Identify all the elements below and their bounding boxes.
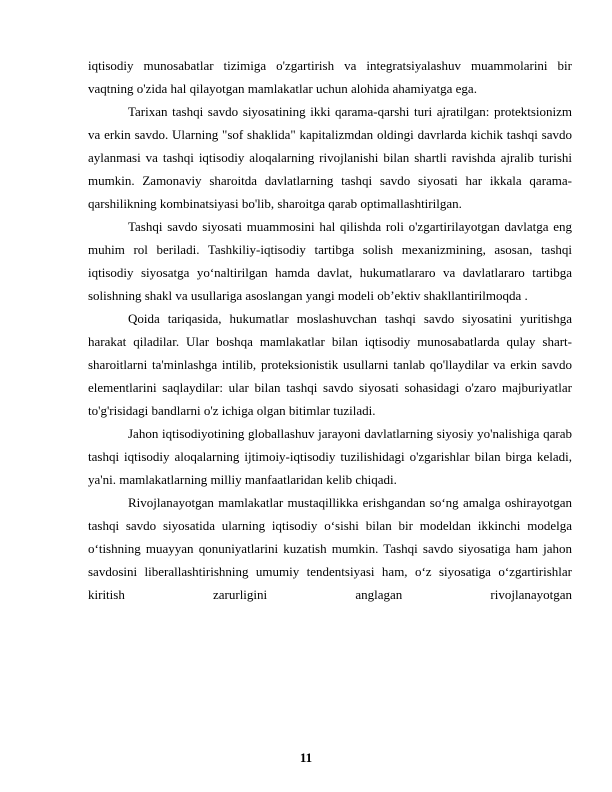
paragraph-continuation: iqtisodiy munosabatlar tizimiga o'zgartirish va integratsiyalashuv muammolarini bir vaqtning o'zida hal qilayotgan mamlakatlar uchun alohida ahamiyatga ega. [88,58,572,96]
paragraph-state-role: Tashqi savdo siyosati muammosini hal qilishda roli o'zgartirilayotgan davlatga eng muhim rol beriladi. Tashkiliy-iqtisodiy tartibga solish mexanizmining, asosan, tashqi iqtisodiy siyosatga yo‘naltirilgan hamda davlat, hukumatlararo va davlatlararo tartibga solishning shakl va usullariga asoslangan yangi modeli ob’ektiv shakllantirilmoqda . [88,219,572,303]
body-text [88,54,572,606]
paragraph-developing-countries: Rivojlanayotgan mamlakatlar mustaqillikka erishgandan so‘ng amalga oshirayotgan tashqi savdo siyosatida ularning iqtisodiy o‘sishi bilan bir modeldan ikkinchi modelga o‘tishning muayyan qonuniyatlarini kuzatish mumkin. Tashqi savdo siyosatiga ham jahon savdosini liberallashtirishning umumiy tendentsiyasi ham, o‘z siyosatiga o‘zgartirishlar kiritish zarurligini anglagan rivojlanayotgan [88,495,572,602]
paragraph-flexible-policy: Qoida tariqasida, hukumatlar moslashuvchan tashqi savdo siyosatini yuritishga harakat qiladilar. Ular boshqa mamlakatlar bilan iqtisodiy munosabatlarda qulay shart-sharoitlarni ta'minlashga intilib, proteksionistik usullarni tanlab qo'llaydilar va erkin savdo elementlarini saqlaydilar: ular bilan tashqi savdo siyosati sohasidagi o'zaro majburiyatlar to'g'risidagi bandlarni o'z ichiga olgan bitimlar tuziladi. [88,311,572,418]
paragraph-trade-policy-types: Tarixan tashqi savdo siyosatining ikki qarama-qarshi turi ajratilgan: protektsionizm va erkin savdo. Ularning "sof shaklida" kapitalizmdan oldingi davrlarda kichik tashqi savdo aylanmasi va tashqi iqtisodiy aloqalarning rivojlanishi bilan shartli ravishda ajralib turishi mumkin. Zamonaviy sharoitda davlatlarning tashqi savdo siyosati har ikkala qarama-qarshilikning kombinatsiyasi bo'lib, sharoitga qarab optimallashtirilgan. [88,104,572,211]
paragraph-globalization: Jahon iqtisodiyotining globallashuv jarayoni davlatlarning siyosiy yo'nalishiga qarab tashqi iqtisodiy aloqalarning ijtimoiy-iqtisodiy tuzilishidagi o'zgarishlar bilan birga keladi, ya'ni. mamlakatlarning milliy manfaatlaridan kelib chiqadi. [88,426,572,487]
page-number: 11 [299,750,313,765]
